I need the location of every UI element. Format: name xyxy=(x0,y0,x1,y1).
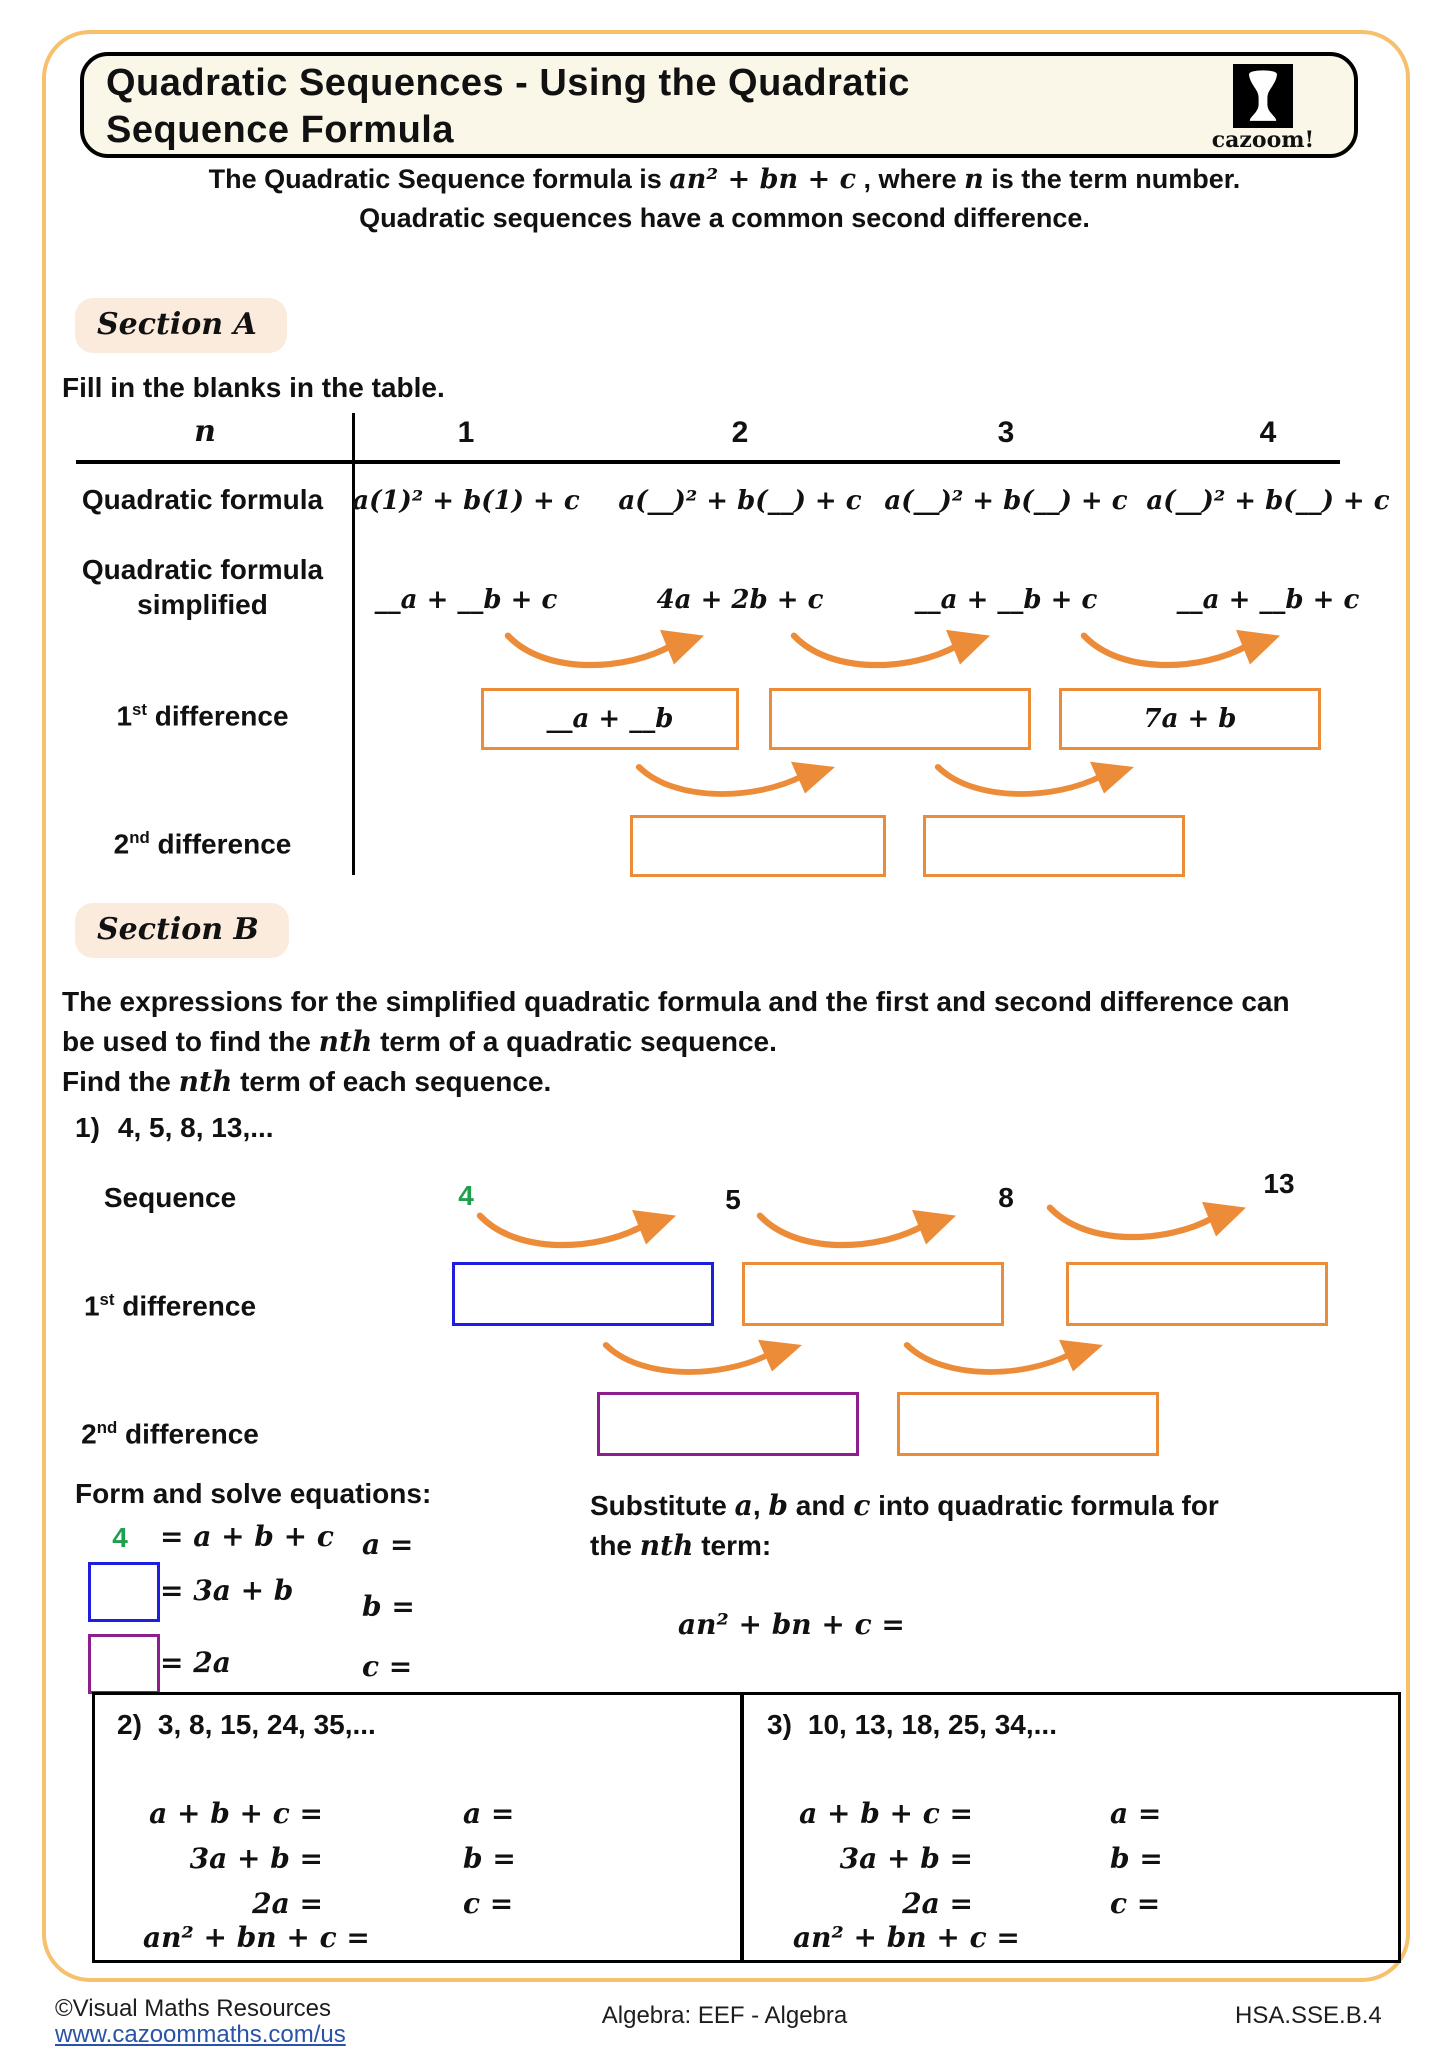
footer-link[interactable]: www.cazoommaths.com/us xyxy=(55,2021,346,2048)
problem-3-abc: a = b = c = xyxy=(1110,1797,1163,1920)
curve-arrow-icon xyxy=(754,1208,959,1256)
sequence-term-1: 4 xyxy=(458,1180,474,1211)
answer-box-orange xyxy=(1066,1262,1328,1326)
sequence-row-label: Sequence xyxy=(103,1182,237,1213)
footer-copyright: ©Visual Maths Resources xyxy=(55,1995,332,2022)
table-header-3: 3 xyxy=(997,416,1015,449)
table-header-line xyxy=(76,460,1340,464)
sequence-term-2: 5 xyxy=(725,1184,741,1215)
problem-2-final: an² + bn + c = xyxy=(143,1921,370,1954)
form-eq1-lhs: 4 xyxy=(112,1522,128,1553)
intro-line1: The Quadratic Sequence formula is an² + bn + c , where n is the term number. xyxy=(208,164,1241,195)
form-eq2: = 3a + b xyxy=(160,1574,294,1607)
row-label-quadratic-formula: Quadratic formula xyxy=(81,484,324,515)
section-a-badge: Section A xyxy=(75,298,287,353)
substitute-formula: an² + bn + c = xyxy=(678,1608,905,1641)
problem-2-equations: a + b + c = 3a + b = 2a = xyxy=(149,1797,323,1920)
title-box xyxy=(80,52,1358,158)
curve-arrow-icon xyxy=(901,1338,1106,1382)
problems-box xyxy=(92,1692,1401,1963)
problem-2-abc: a = b = c = xyxy=(463,1797,516,1920)
form-blue-box xyxy=(88,1562,160,1622)
curve-arrow-icon xyxy=(788,628,993,676)
cazoom-logo xyxy=(1198,64,1328,152)
table-header-1: 1 xyxy=(457,416,475,449)
table-header-2: 2 xyxy=(731,416,749,449)
simp-cell-2: 4a + 2b + c xyxy=(656,585,824,615)
curve-arrow-icon xyxy=(474,1208,679,1256)
sequence-term-3: 8 xyxy=(998,1182,1014,1213)
form-purple-box xyxy=(88,1634,160,1694)
simp-cell-4: __a + __b + c xyxy=(1176,585,1360,615)
simp-cell-3: __a + __b + c xyxy=(914,585,1098,615)
diagram-label-first-difference: 1st difference xyxy=(83,1290,257,1322)
question-1: 1) 4, 5, 8, 13,... xyxy=(75,1112,274,1143)
page-title-line2: Sequence Formula xyxy=(106,109,454,151)
row-label-first-difference: 1st difference xyxy=(116,700,289,732)
footer-standard-code: HSA.SSE.B.4 xyxy=(1235,2002,1382,2029)
curve-arrow-icon xyxy=(633,760,838,804)
section-a-instruction: Fill in the blanks in the table. xyxy=(62,372,445,403)
answer-box-second-diff-1 xyxy=(630,815,886,877)
form-solve-title: Form and solve equations: xyxy=(75,1478,432,1509)
row-label-simplified: Quadratic formula simplified xyxy=(81,554,324,620)
problem-2-header: 2) 3, 8, 15, 24, 35,... xyxy=(117,1709,376,1740)
answer-box-first-diff-1: __a + __b xyxy=(481,688,739,750)
section-b-paragraph: The expressions for the simplified quadratic formula and the first and second difference can be used to find the nth term of a quadratic sequence. Find the nth term of each sequence. xyxy=(62,986,1290,1098)
kazoo-icon xyxy=(1233,64,1293,128)
sequence-term-4: 13 xyxy=(1263,1168,1295,1199)
intro-line2: Quadratic sequences have a common second difference. xyxy=(359,203,1090,233)
table-vertical-line xyxy=(352,413,355,875)
answer-box-blue xyxy=(452,1262,714,1326)
footer-category: Algebra: EEF - Algebra xyxy=(601,2002,848,2029)
page-title xyxy=(106,60,910,154)
row-label-second-difference: 2nd difference xyxy=(113,828,292,860)
answer-box-first-diff-2 xyxy=(769,688,1031,750)
intro-text xyxy=(0,160,1449,237)
answer-box-purple xyxy=(597,1392,859,1456)
answer-box-orange xyxy=(897,1392,1159,1456)
quad-cell-4: a(__)² + b(__) + c xyxy=(1146,486,1390,516)
quad-cell-2: a(__)² + b(__) + c xyxy=(618,486,862,516)
form-c-equals: c = xyxy=(362,1650,413,1683)
form-b-equals: b = xyxy=(362,1590,415,1623)
table-header-n: n xyxy=(194,414,216,449)
page-title-line1: Quadratic Sequences - Using the Quadratic xyxy=(106,62,910,104)
problems-divider xyxy=(740,1695,744,1960)
curve-arrow-icon xyxy=(1044,1200,1249,1248)
form-a-equals: a = xyxy=(362,1528,414,1561)
answer-box-second-diff-2 xyxy=(923,815,1185,877)
quad-cell-1: a(1)² + b(1) + c xyxy=(352,486,580,516)
curve-arrow-icon xyxy=(600,1338,805,1382)
problem-3-header: 3) 10, 13, 18, 25, 34,... xyxy=(767,1709,1057,1740)
curve-arrow-icon xyxy=(932,760,1137,804)
curve-arrow-icon xyxy=(1078,628,1283,676)
diagram-label-second-difference: 2nd difference xyxy=(81,1418,259,1450)
curve-arrow-icon xyxy=(502,628,707,676)
answer-box-first-diff-3: 7a + b xyxy=(1059,688,1321,750)
section-b-badge: Section B xyxy=(75,903,289,958)
table-header-4: 4 xyxy=(1259,416,1277,449)
problem-3-final: an² + bn + c = xyxy=(793,1921,1020,1954)
simp-cell-1: __a + __b + c xyxy=(374,585,558,615)
cazoom-logo-caption: cazoom! xyxy=(1211,127,1315,153)
problem-3-equations: a + b + c = 3a + b = 2a = xyxy=(799,1797,973,1920)
form-eq3: = 2a xyxy=(160,1646,231,1679)
form-eq1: = a + b + c xyxy=(160,1520,334,1553)
substitute-instruction: Substitute a, b and c into quadratic formula for the nth term: xyxy=(590,1489,1219,1562)
quad-cell-3: a(__)² + b(__) + c xyxy=(884,486,1128,516)
answer-box-orange xyxy=(742,1262,1004,1326)
